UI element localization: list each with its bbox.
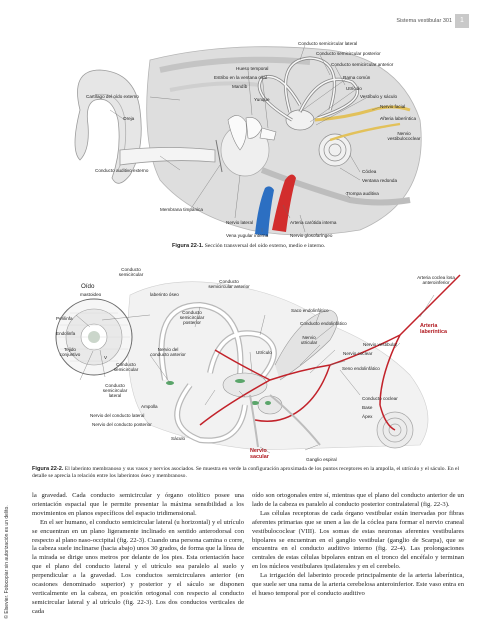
label-arteria-carotida: Arteria carótida interna <box>290 220 337 225</box>
figure-22-2-caption: Figura 22-2. El laberinto membranoso y sus vasos y nervios asociados. Se muestra en verde la configuración aproximada de los puntos receptores en la ampolla, el utrículo y el sáculo. En el detalle se aprecia la relación entre los laberintos óseo y membranoso. <box>32 466 460 480</box>
label-nervio-vestibulococlear: Nervio vestibulococlear <box>387 131 421 142</box>
label-oido: Oído <box>81 283 95 290</box>
label-conducto-lateral-2: Conducto semicircular lateral <box>102 383 128 399</box>
paragraph: La irrigación del laberinto procede principalmente de la arteria laberíntica, que suele ser una rama de la arteria cerebelosa anteroinferior. Este vaso entra en el hueso temporal por el conducto auditivo <box>252 572 464 597</box>
body-column-left <box>32 492 244 617</box>
label-membrana: Membrana timpánica <box>160 207 203 212</box>
label-conducto-posterior: Conducto semicircular posterior <box>316 51 381 56</box>
label-conducto-auditivo: Conducto auditivo externo <box>95 168 149 173</box>
running-head: Sistema vestibular 301 <box>396 18 452 24</box>
label-saculo: Sáculo <box>171 436 186 441</box>
page-number-tab: 1 <box>455 14 469 28</box>
label-tejido: Tejido conjuntivo <box>59 347 81 358</box>
figure-22-1 <box>0 0 480 255</box>
label-utriculo-2: Utrículo <box>256 350 272 355</box>
paragraph: oído son ortogonales entre sí, mientras que el plano del conducto anterior de un lado de la cabeza es paralelo al conducto posterior contralateral (fig. 22-3). <box>252 492 464 508</box>
label-base: Base <box>362 405 373 410</box>
label-hueso-oseo: laberinto óseo <box>150 292 179 297</box>
label-apex: Ápex <box>362 414 373 419</box>
label-vena-yugular: Vena yugular interna <box>226 233 269 238</box>
label-conducto-semicircular-2: Conducto semicircular <box>113 362 139 373</box>
label-conducto-endo: Conducto endolinfático <box>300 321 347 326</box>
label-mandib: Mandíb <box>232 84 248 89</box>
label-hueso-temporal: Hueso temporal <box>236 66 269 71</box>
label-v: V <box>104 355 108 360</box>
label-nervio-lateral: Nervio lateral <box>226 220 254 225</box>
figure-22-2 <box>0 255 480 465</box>
label-ampolla: Ampolla <box>141 404 158 409</box>
label-conducto-anterior-2: Conducto semicircular anterior <box>208 279 250 290</box>
label-conducto-posterior-2: Conducto semicircular posterior <box>179 310 205 326</box>
label-nervio-lateral-row: Nervio del conducto lateral <box>90 413 145 418</box>
label-cartilago: Cartílago del oído externo <box>86 94 139 99</box>
paragraph: la gravedad. Cada conducto semicircular y órgano otolítico posee una orientación espacial que le permite presentar la máxima sensibilidad a los movimientos en planos específicos del espacio tridimensional. <box>32 492 244 517</box>
label-nervio-gloso: Nervio glosofaríngeo <box>290 233 333 238</box>
paragraph: Las células receptoras de cada órgano vestibular están inervadas por fibras aferentes primarias que se unen a las de la cóclea para formar el nervio craneal vestibulococlear (VIII). Los somas de estas neuronas aferentes vestibulares bipolares se encuentran en el ganglio vestibular (ganglio de Scarpa), que se encuentra en el conducto auditivo interno (fig. 22-4). Las prolongaciones centrales de estas células bipolares entran en el tronco del encéfalo y terminan en los núcleos vestibulares ipsilaterales y en el cerebelo. <box>252 509 464 571</box>
copyright-side-note: © Elsevier. Fotocopiar sin autorización es un delito. <box>4 505 10 619</box>
label-ganglio: Ganglio espiral <box>306 457 337 462</box>
label-ventana-redonda: Ventana redonda <box>362 178 397 183</box>
label-arteria-coclea: Arteria coclea losa anteroinferior <box>417 275 455 286</box>
label-nervio-utricular: Nervio utricular <box>300 335 318 346</box>
label-estribo: Estribo en la ventana oval <box>214 75 267 80</box>
ear-cross-section-illustration <box>0 0 480 255</box>
body-column-right <box>252 492 464 599</box>
label-trompa: Trompa auditiva <box>346 191 379 196</box>
label-nervio-posterior: Nervio del conducto posterior <box>92 422 152 427</box>
label-arteria-laberintica-2: Arteria laberíntica <box>420 323 447 335</box>
label-conducto-coclear: Conducto coclear <box>362 396 398 401</box>
figure-22-1-caption: Figura 22-1. Sección transversal del oído externo, medio e interno. <box>172 243 326 249</box>
label-vestibulo-saculo: Vestíbulo y sáculo <box>360 94 398 99</box>
label-conducto-lateral: Conducto semicircular lateral <box>298 41 358 46</box>
label-nervio-sacular: Nervio sacular <box>250 448 269 460</box>
label-endolinfa: Endolinfa <box>56 331 76 336</box>
label-arteria-laberintica: Arteria laberíntica <box>380 116 417 121</box>
label-nervio-vestibular: Nervio vestibular <box>363 342 398 347</box>
label-oreja: Oreja <box>123 116 135 121</box>
label-mastoideo: mastoideo <box>80 292 102 297</box>
label-nervio-anterior: Nervio del conducto anterior <box>150 347 186 358</box>
label-coclea: Cóclea <box>362 169 377 174</box>
label-rama-comun: Rama común <box>343 75 371 80</box>
label-saco: Saco endolinfático <box>291 308 329 313</box>
label-nervio-facial: Nervio facial <box>380 104 406 109</box>
label-conducto-semicircular: Conducto semicircular <box>118 267 144 278</box>
label-yunque: Yunque <box>254 97 270 102</box>
label-seno: Seno endolinfático <box>342 366 380 371</box>
label-conducto-anterior: Conducto semicircular anterior <box>331 62 394 67</box>
label-utriculo: Utrículo <box>346 86 362 91</box>
paragraph: En el ser humano, el conducto semicircular lateral (u horizontal) y el utrículo se encuentran en un plano ligeramente inclinado en sentido anterodorsal con respecto al plano naso-occipital (fig. 22-3). Cuando una persona camina o corre, la cabeza suele inclinarse (hacia abajo) unos 30 grados, de forma que la línea de la mirada se dirige unos metros por delante de los pies. Esta orientación hace que el plano del conducto lateral y el utrículo sea paralelo al suelo y perpendicular a la gravedad. Los conductos semicirculares anterior (en ocasiones denominado superior) y posterior y el sáculo se disponen verticalmente en la cabeza, en posición ortogonal con respecto al conducto semicircular lateral y al utrículo (fig. 22-3). Los dos conductos verticales de cada <box>32 518 244 615</box>
label-nervio-coclear: Nervio coclear <box>343 351 373 356</box>
label-perilinfa: Perilinfa <box>56 316 73 321</box>
